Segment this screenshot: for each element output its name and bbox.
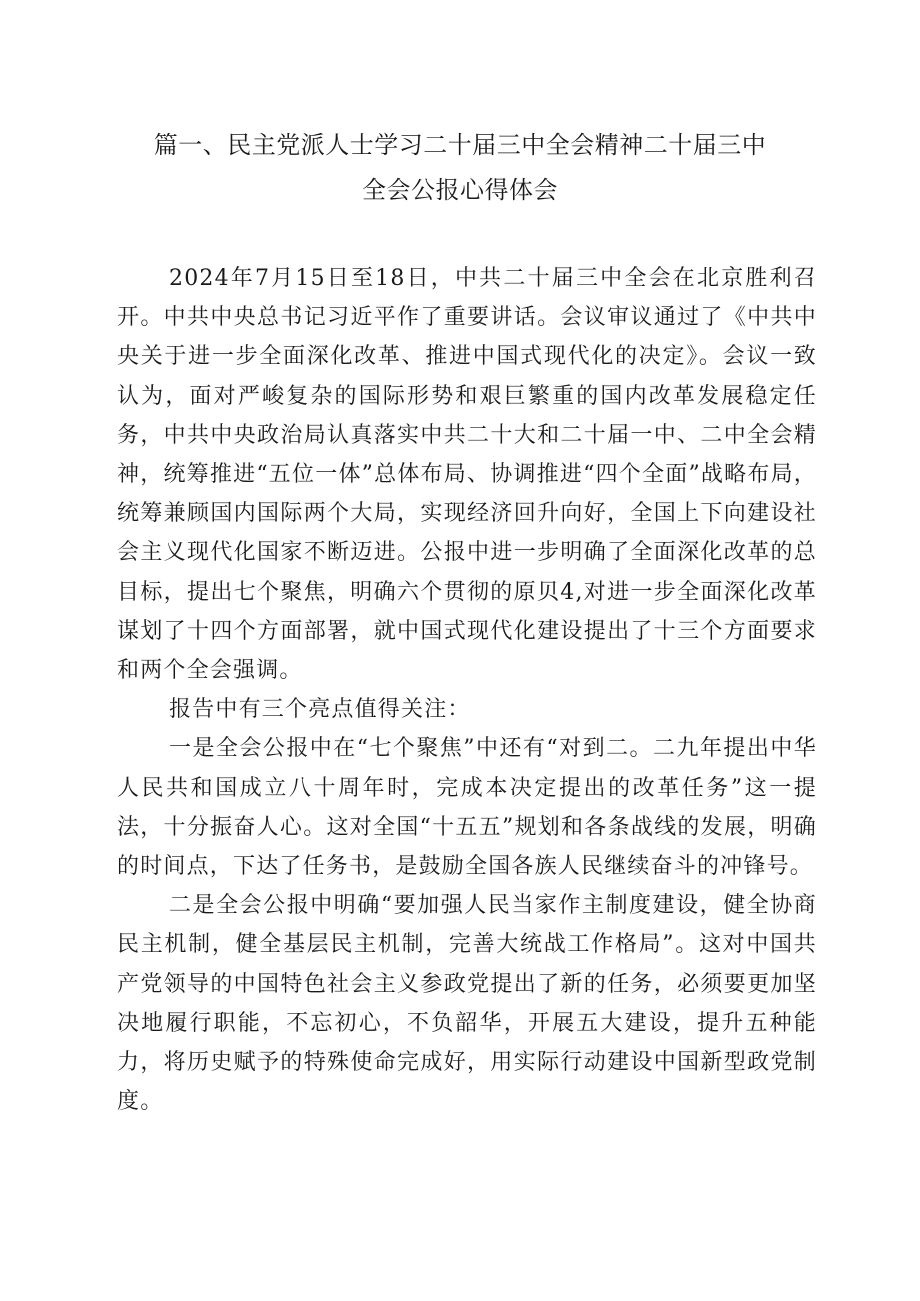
paragraph-highlights-lead: 报告中有三个亮点值得关注： — [169, 697, 471, 723]
document-title-line1: 篇一、民主党派人士学习二十届三中全会精神二十届三中 — [153, 131, 767, 159]
paragraph-point-one: 一是全会公报中在“七个聚焦”中还有“对到二。二九年提出中华人民共和国成立八十周年时，完成本决定提出的改革任务”这一提法，十分振奋人心。这对全国“十五五”规划和各条战线的发展，明确的时间点，下达了任务书，是鼓励全国各族人民继续奋斗的冲锋号。 — [117, 736, 817, 880]
document-title-line2: 全会公报心得体会 — [362, 176, 558, 204]
paragraph-intro: 2024年7月15日至18日，中共二十届三中全会在北京胜利召开。中共中央总书记习近平作了重要讲话。会议审议通过了《中共中央关于进一步全面深化改革、推进中国式现代化的决定》。会议一致认为，面对严峻复杂的国际形势和艰巨繁重的国内改革发展稳定任务，中共中央政治局认真落实中共二十大和二十届一中、二中全会精神，统筹推进“五位一体”总体布局、协调推进“四个全面”战略布局，统筹兼顾国内国际两个大局，实现经济回升向好，全国上下向建设社会主义现代化国家不断迈进。公报中进一步明确了全面深化改革的总目标，提出七个聚焦，明确六个贯彻的原贝4,对进一步全面深化改革谋划了十四个方面部署，就中国式现代化建设提出了十三个方面要求和两个全会强调。 — [117, 266, 817, 684]
paragraph-point-two: 二是全会公报中明确“要加强人民当家作主制度建设，健全协商民主机制，健全基层民主机制，完善大统战工作格局”。这对中国共产党领导的中国特色社会主义参政党提出了新的任务，必须要更加坚决地履行职能，不忘初心，不负韶华，开展五大建设，提升五种能力，将历史赋予的特殊使命完成好，用实际行动建设中国新型政党制度。 — [117, 893, 817, 1115]
document-body — [117, 259, 817, 1121]
